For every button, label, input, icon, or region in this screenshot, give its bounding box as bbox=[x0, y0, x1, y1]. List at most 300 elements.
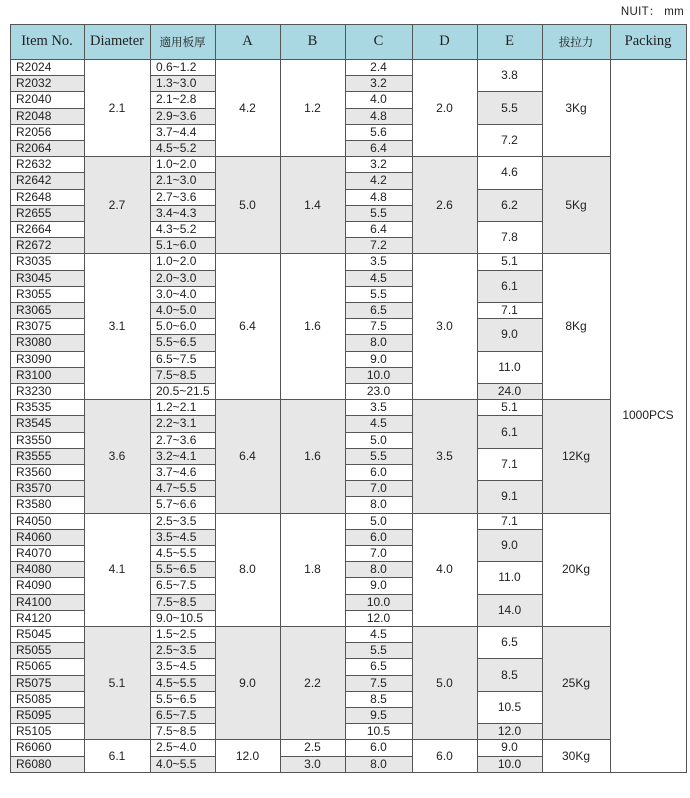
dimension-c-cell: 9.5 bbox=[345, 707, 412, 723]
row-divider bbox=[477, 383, 542, 384]
dimension-e-cell: 7.1 bbox=[477, 448, 542, 480]
column-divider bbox=[215, 24, 216, 773]
row-divider bbox=[10, 739, 610, 740]
item-no-cell: R6060 bbox=[10, 739, 84, 755]
item-no-cell: R4070 bbox=[10, 545, 84, 561]
row-divider bbox=[345, 464, 412, 465]
item-no-cell: R2664 bbox=[10, 221, 84, 237]
dimension-b-cell: 1.6 bbox=[280, 253, 345, 399]
thickness-cell: 3.4~4.3 bbox=[150, 205, 215, 221]
thickness-cell: 4.0~5.0 bbox=[150, 302, 215, 318]
dimension-c-cell: 4.5 bbox=[345, 626, 412, 642]
dimension-c-cell: 4.2 bbox=[345, 172, 412, 188]
thickness-cell: 4.5~5.5 bbox=[150, 545, 215, 561]
thickness-cell: 2.9~3.6 bbox=[150, 108, 215, 124]
dimension-c-cell: 3.5 bbox=[345, 399, 412, 415]
thickness-cell: 3.7~4.6 bbox=[150, 464, 215, 480]
thickness-cell: 3.5~4.5 bbox=[150, 529, 215, 545]
thickness-cell: 5.5~6.5 bbox=[150, 691, 215, 707]
row-divider bbox=[345, 756, 412, 757]
dimension-e-cell: 7.1 bbox=[477, 302, 542, 318]
row-divider bbox=[10, 302, 84, 303]
row-divider bbox=[150, 205, 215, 206]
row-divider bbox=[10, 675, 84, 676]
row-divider bbox=[150, 594, 215, 595]
dimension-e-cell: 12.0 bbox=[477, 723, 542, 739]
row-divider bbox=[477, 723, 542, 724]
row-divider bbox=[10, 140, 84, 141]
item-no-cell: R3080 bbox=[10, 334, 84, 350]
item-no-cell: R2024 bbox=[10, 59, 84, 75]
header-diameter: Diameter bbox=[84, 24, 150, 59]
thickness-cell: 1.0~2.0 bbox=[150, 156, 215, 172]
row-divider bbox=[345, 75, 412, 76]
dimension-c-cell: 5.5 bbox=[345, 448, 412, 464]
dimension-c-cell: 6.4 bbox=[345, 140, 412, 156]
row-divider bbox=[10, 59, 686, 60]
row-divider bbox=[150, 286, 215, 287]
item-no-cell: R3035 bbox=[10, 253, 84, 269]
column-divider bbox=[280, 24, 281, 773]
row-divider bbox=[345, 723, 412, 724]
dimension-e-cell: 10.0 bbox=[477, 756, 542, 772]
thickness-cell: 2.0~3.0 bbox=[150, 270, 215, 286]
dimension-e-cell: 11.0 bbox=[477, 561, 542, 593]
row-divider bbox=[10, 205, 84, 206]
row-divider bbox=[345, 172, 412, 173]
column-divider bbox=[150, 24, 151, 773]
item-no-cell: R3100 bbox=[10, 367, 84, 383]
dimension-b-cell: 1.4 bbox=[280, 156, 345, 253]
thickness-cell: 5.7~6.6 bbox=[150, 496, 215, 512]
dimension-c-cell: 4.8 bbox=[345, 108, 412, 124]
dimension-c-cell: 6.5 bbox=[345, 302, 412, 318]
thickness-cell: 5.5~6.5 bbox=[150, 561, 215, 577]
row-divider bbox=[150, 270, 215, 271]
row-divider bbox=[345, 415, 412, 416]
row-divider bbox=[150, 529, 215, 530]
thickness-cell: 4.3~5.2 bbox=[150, 221, 215, 237]
row-divider bbox=[150, 237, 215, 238]
thickness-cell: 2.7~3.6 bbox=[150, 432, 215, 448]
pull-force-cell: 30Kg bbox=[542, 739, 610, 771]
row-divider bbox=[10, 270, 84, 271]
dimension-d-cell: 5.0 bbox=[412, 626, 477, 739]
dimension-c-cell: 6.5 bbox=[345, 658, 412, 674]
item-no-cell: R4060 bbox=[10, 529, 84, 545]
row-divider bbox=[10, 594, 84, 595]
thickness-cell: 6.5~7.5 bbox=[150, 577, 215, 593]
row-divider bbox=[10, 772, 686, 773]
row-divider bbox=[10, 318, 84, 319]
dimension-c-cell: 5.0 bbox=[345, 513, 412, 529]
row-divider bbox=[345, 691, 412, 692]
item-no-cell: R5105 bbox=[10, 723, 84, 739]
dimension-e-cell: 11.0 bbox=[477, 351, 542, 383]
row-divider bbox=[345, 642, 412, 643]
row-divider bbox=[10, 156, 610, 157]
row-divider bbox=[345, 448, 412, 449]
thickness-cell: 3.5~4.5 bbox=[150, 658, 215, 674]
thickness-cell: 4.5~5.2 bbox=[150, 140, 215, 156]
row-divider bbox=[150, 140, 215, 141]
thickness-cell: 2.5~4.0 bbox=[150, 739, 215, 755]
row-divider bbox=[345, 707, 412, 708]
item-no-cell: R2064 bbox=[10, 140, 84, 156]
row-divider bbox=[10, 756, 84, 757]
dimension-e-cell: 6.5 bbox=[477, 626, 542, 658]
dimension-c-cell: 12.0 bbox=[345, 610, 412, 626]
thickness-cell: 1.5~2.5 bbox=[150, 626, 215, 642]
row-divider bbox=[10, 172, 84, 173]
dimension-c-cell: 8.0 bbox=[345, 496, 412, 512]
row-divider bbox=[345, 658, 412, 659]
dimension-c-cell: 3.2 bbox=[345, 75, 412, 91]
row-divider bbox=[10, 383, 84, 384]
row-divider bbox=[10, 529, 84, 530]
row-divider bbox=[150, 302, 215, 303]
header-thickness: 適用板厚 bbox=[150, 24, 215, 59]
column-divider bbox=[10, 24, 11, 773]
item-no-cell: R2672 bbox=[10, 237, 84, 253]
row-divider bbox=[10, 124, 84, 125]
item-no-cell: R3230 bbox=[10, 383, 84, 399]
row-divider bbox=[345, 432, 412, 433]
dimension-c-cell: 5.5 bbox=[345, 286, 412, 302]
unit-label: NUIT： mm bbox=[620, 6, 684, 18]
row-divider bbox=[477, 415, 542, 416]
dimension-e-cell: 9.1 bbox=[477, 480, 542, 512]
thickness-cell: 3.0~4.0 bbox=[150, 286, 215, 302]
dimension-c-cell: 7.0 bbox=[345, 545, 412, 561]
thickness-cell: 5.5~6.5 bbox=[150, 334, 215, 350]
row-divider bbox=[150, 448, 215, 449]
row-divider bbox=[477, 351, 542, 352]
thickness-cell: 5.1~6.0 bbox=[150, 237, 215, 253]
row-divider bbox=[10, 253, 610, 254]
row-divider bbox=[345, 189, 412, 190]
item-no-cell: R6080 bbox=[10, 756, 84, 772]
row-divider bbox=[345, 270, 412, 271]
item-no-cell: R4080 bbox=[10, 561, 84, 577]
row-divider bbox=[345, 577, 412, 578]
dimension-e-cell: 9.0 bbox=[477, 318, 542, 350]
row-divider bbox=[477, 270, 542, 271]
row-divider bbox=[150, 675, 215, 676]
item-no-cell: R3550 bbox=[10, 432, 84, 448]
thickness-cell: 2.5~3.5 bbox=[150, 513, 215, 529]
row-divider bbox=[477, 124, 542, 125]
row-divider bbox=[150, 351, 215, 352]
dimension-c-cell: 8.0 bbox=[345, 561, 412, 577]
header-packing: Packing bbox=[610, 24, 686, 59]
row-divider bbox=[345, 91, 412, 92]
dimension-a-cell: 5.0 bbox=[215, 156, 280, 253]
row-divider bbox=[477, 302, 542, 303]
item-no-cell: R2642 bbox=[10, 172, 84, 188]
thickness-cell: 4.0~5.5 bbox=[150, 756, 215, 772]
row-divider bbox=[10, 480, 84, 481]
row-divider bbox=[10, 108, 84, 109]
row-divider bbox=[150, 415, 215, 416]
dimension-b-cell: 2.2 bbox=[280, 626, 345, 739]
row-divider bbox=[150, 75, 215, 76]
row-divider bbox=[10, 415, 84, 416]
row-divider bbox=[10, 658, 84, 659]
row-divider bbox=[477, 480, 542, 481]
dimension-c-cell: 4.5 bbox=[345, 270, 412, 286]
row-divider bbox=[150, 642, 215, 643]
thickness-cell: 4.5~5.5 bbox=[150, 675, 215, 691]
row-divider bbox=[345, 594, 412, 595]
item-no-cell: R5045 bbox=[10, 626, 84, 642]
item-no-cell: R3555 bbox=[10, 448, 84, 464]
dimension-c-cell: 7.5 bbox=[345, 318, 412, 334]
dimension-c-cell: 10.0 bbox=[345, 594, 412, 610]
item-no-cell: R3090 bbox=[10, 351, 84, 367]
dimension-c-cell: 8.0 bbox=[345, 756, 412, 772]
column-divider bbox=[542, 24, 543, 773]
row-divider bbox=[10, 642, 84, 643]
dimension-e-cell: 5.1 bbox=[477, 399, 542, 415]
row-divider bbox=[345, 205, 412, 206]
row-divider bbox=[345, 610, 412, 611]
thickness-cell: 0.6~1.2 bbox=[150, 59, 215, 75]
dimension-e-cell: 7.8 bbox=[477, 221, 542, 253]
pull-force-cell: 12Kg bbox=[542, 399, 610, 512]
dimension-e-cell: 5.5 bbox=[477, 91, 542, 123]
item-no-cell: R2056 bbox=[10, 124, 84, 140]
item-no-cell: R4090 bbox=[10, 577, 84, 593]
row-divider bbox=[10, 189, 84, 190]
dimension-c-cell: 4.8 bbox=[345, 189, 412, 205]
dimension-e-cell: 9.0 bbox=[477, 739, 542, 755]
item-no-cell: R5065 bbox=[10, 658, 84, 674]
row-divider bbox=[10, 432, 84, 433]
diameter-cell: 3.1 bbox=[84, 253, 150, 399]
item-no-cell: R3535 bbox=[10, 399, 84, 415]
dimension-c-cell: 23.0 bbox=[345, 383, 412, 399]
header-pull-force: 拔拉力 bbox=[542, 24, 610, 59]
diameter-cell: 5.1 bbox=[84, 626, 150, 739]
thickness-cell: 7.5~8.5 bbox=[150, 594, 215, 610]
item-no-cell: R2048 bbox=[10, 108, 84, 124]
row-divider bbox=[150, 189, 215, 190]
row-divider bbox=[150, 496, 215, 497]
row-divider bbox=[345, 561, 412, 562]
row-divider bbox=[150, 334, 215, 335]
dimension-a-cell: 6.4 bbox=[215, 253, 280, 399]
thickness-cell: 3.2~4.1 bbox=[150, 448, 215, 464]
row-divider bbox=[345, 124, 412, 125]
dimension-d-cell: 2.6 bbox=[412, 156, 477, 253]
item-no-cell: R4050 bbox=[10, 513, 84, 529]
dimension-e-cell: 7.1 bbox=[477, 513, 542, 529]
row-divider bbox=[10, 610, 84, 611]
thickness-cell: 2.1~3.0 bbox=[150, 172, 215, 188]
dimension-e-cell: 7.2 bbox=[477, 124, 542, 156]
packing-cell: 1000PCS bbox=[610, 59, 686, 772]
dimension-b-cell: 1.2 bbox=[280, 59, 345, 156]
item-no-cell: R3580 bbox=[10, 496, 84, 512]
dimension-a-cell: 12.0 bbox=[215, 739, 280, 771]
row-divider bbox=[150, 464, 215, 465]
dimension-a-cell: 6.4 bbox=[215, 399, 280, 512]
item-no-cell: R5085 bbox=[10, 691, 84, 707]
thickness-cell: 20.5~21.5 bbox=[150, 383, 215, 399]
row-divider bbox=[345, 334, 412, 335]
row-divider bbox=[150, 108, 215, 109]
row-divider bbox=[345, 221, 412, 222]
column-divider bbox=[477, 24, 478, 773]
dimension-c-cell: 7.0 bbox=[345, 480, 412, 496]
row-divider bbox=[477, 756, 542, 757]
row-divider bbox=[10, 334, 84, 335]
row-divider bbox=[345, 367, 412, 368]
dimension-c-cell: 6.0 bbox=[345, 529, 412, 545]
dimension-c-cell: 8.5 bbox=[345, 691, 412, 707]
item-no-cell: R2040 bbox=[10, 91, 84, 107]
item-no-cell: R2032 bbox=[10, 75, 84, 91]
row-divider bbox=[10, 237, 84, 238]
item-no-cell: R4120 bbox=[10, 610, 84, 626]
thickness-cell: 5.0~6.0 bbox=[150, 318, 215, 334]
thickness-cell: 4.7~5.5 bbox=[150, 480, 215, 496]
dimension-c-cell: 5.5 bbox=[345, 642, 412, 658]
column-divider bbox=[345, 24, 346, 773]
dimension-c-cell: 2.4 bbox=[345, 59, 412, 75]
header-a: A bbox=[215, 24, 280, 59]
dimension-c-cell: 10.5 bbox=[345, 723, 412, 739]
dimension-c-cell: 5.6 bbox=[345, 124, 412, 140]
thickness-cell: 6.5~7.5 bbox=[150, 707, 215, 723]
row-divider bbox=[10, 707, 84, 708]
header-c: C bbox=[345, 24, 412, 59]
row-divider bbox=[477, 594, 542, 595]
row-divider bbox=[477, 691, 542, 692]
item-no-cell: R3570 bbox=[10, 480, 84, 496]
row-divider bbox=[150, 432, 215, 433]
dimension-e-cell: 6.1 bbox=[477, 270, 542, 302]
thickness-cell: 1.0~2.0 bbox=[150, 253, 215, 269]
column-divider bbox=[412, 24, 413, 773]
row-divider bbox=[10, 24, 686, 25]
thickness-cell: 1.3~3.0 bbox=[150, 75, 215, 91]
thickness-cell: 9.0~10.5 bbox=[150, 610, 215, 626]
row-divider bbox=[477, 221, 542, 222]
item-no-cell: R2655 bbox=[10, 205, 84, 221]
row-divider bbox=[150, 658, 215, 659]
diameter-cell: 2.7 bbox=[84, 156, 150, 253]
dimension-c-cell: 5.5 bbox=[345, 205, 412, 221]
dimension-d-cell: 3.0 bbox=[412, 253, 477, 399]
item-no-cell: R4100 bbox=[10, 594, 84, 610]
row-divider bbox=[150, 610, 215, 611]
column-divider bbox=[84, 24, 85, 773]
row-divider bbox=[150, 723, 215, 724]
row-divider bbox=[477, 91, 542, 92]
dimension-e-cell: 24.0 bbox=[477, 383, 542, 399]
thickness-cell: 6.5~7.5 bbox=[150, 351, 215, 367]
dimension-d-cell: 3.5 bbox=[412, 399, 477, 512]
dimension-b-cell: 1.6 bbox=[280, 399, 345, 512]
pull-force-cell: 8Kg bbox=[542, 253, 610, 399]
column-divider bbox=[610, 24, 611, 773]
thickness-cell: 2.7~3.6 bbox=[150, 189, 215, 205]
dimension-d-cell: 2.0 bbox=[412, 59, 477, 156]
dimension-a-cell: 4.2 bbox=[215, 59, 280, 156]
dimension-c-cell: 4.0 bbox=[345, 91, 412, 107]
thickness-cell: 7.5~8.5 bbox=[150, 367, 215, 383]
row-divider bbox=[10, 351, 84, 352]
row-divider bbox=[345, 286, 412, 287]
item-no-cell: R5075 bbox=[10, 675, 84, 691]
item-no-cell: R3065 bbox=[10, 302, 84, 318]
row-divider bbox=[150, 691, 215, 692]
dimension-e-cell: 9.0 bbox=[477, 529, 542, 561]
row-divider bbox=[477, 658, 542, 659]
pull-force-cell: 25Kg bbox=[542, 626, 610, 739]
row-divider bbox=[10, 496, 84, 497]
dimension-c-cell: 7.5 bbox=[345, 675, 412, 691]
row-divider bbox=[150, 561, 215, 562]
dimension-a-cell: 9.0 bbox=[215, 626, 280, 739]
header-item-no: Item No. bbox=[10, 24, 84, 59]
item-no-cell: R3560 bbox=[10, 464, 84, 480]
thickness-cell: 2.2~3.1 bbox=[150, 415, 215, 431]
pull-force-cell: 5Kg bbox=[542, 156, 610, 253]
row-divider bbox=[10, 399, 610, 400]
row-divider bbox=[477, 318, 542, 319]
row-divider bbox=[150, 480, 215, 481]
row-divider bbox=[10, 91, 84, 92]
dimension-c-cell: 10.0 bbox=[345, 367, 412, 383]
dimension-e-cell: 3.8 bbox=[477, 59, 542, 91]
dimension-c-cell: 7.2 bbox=[345, 237, 412, 253]
dimension-b-cell: 3.0 bbox=[280, 756, 345, 772]
dimension-e-cell: 6.2 bbox=[477, 189, 542, 221]
dimension-c-cell: 9.0 bbox=[345, 577, 412, 593]
row-divider bbox=[10, 691, 84, 692]
row-divider bbox=[345, 318, 412, 319]
row-divider bbox=[10, 577, 84, 578]
row-divider bbox=[10, 221, 84, 222]
dimension-d-cell: 4.0 bbox=[412, 513, 477, 626]
item-no-cell: R3045 bbox=[10, 270, 84, 286]
dimension-b-cell: 2.5 bbox=[280, 739, 345, 755]
row-divider bbox=[345, 675, 412, 676]
row-divider bbox=[345, 237, 412, 238]
diameter-cell: 3.6 bbox=[84, 399, 150, 512]
dimension-c-cell: 8.0 bbox=[345, 334, 412, 350]
dimension-e-cell: 10.5 bbox=[477, 691, 542, 723]
row-divider bbox=[150, 124, 215, 125]
item-no-cell: R5055 bbox=[10, 642, 84, 658]
column-divider bbox=[686, 24, 687, 773]
dimension-c-cell: 3.5 bbox=[345, 253, 412, 269]
row-divider bbox=[10, 723, 84, 724]
thickness-cell: 2.5~3.5 bbox=[150, 642, 215, 658]
item-no-cell: R3545 bbox=[10, 415, 84, 431]
item-no-cell: R5095 bbox=[10, 707, 84, 723]
row-divider bbox=[345, 529, 412, 530]
row-divider bbox=[150, 367, 215, 368]
row-divider bbox=[150, 545, 215, 546]
pull-force-cell: 3Kg bbox=[542, 59, 610, 156]
row-divider bbox=[10, 545, 84, 546]
dimension-d-cell: 6.0 bbox=[412, 739, 477, 771]
row-divider bbox=[10, 513, 610, 514]
